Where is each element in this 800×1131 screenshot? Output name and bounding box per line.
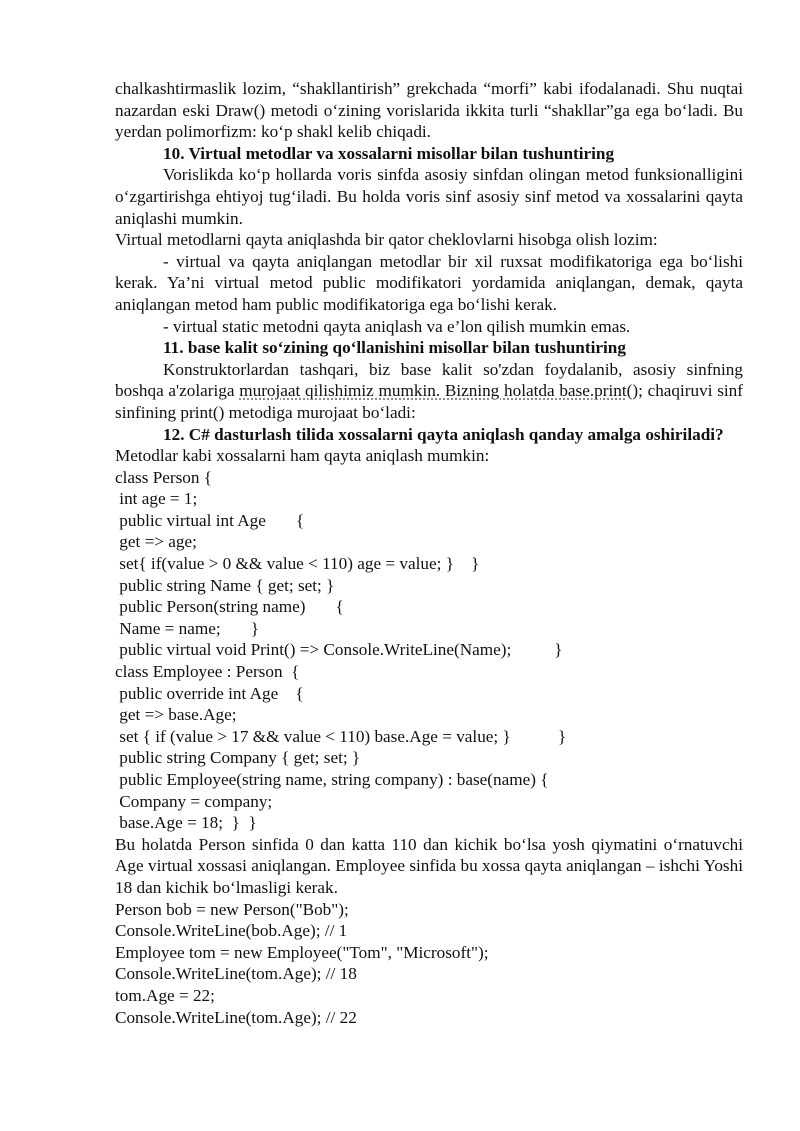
section-12-paragraph-1: Metodlar kabi xossalarni ham qayta aniqlash mumkin: bbox=[115, 446, 490, 466]
code-line: Console.WriteLine(tom.Age); // 18 bbox=[115, 964, 357, 984]
section-10-heading: 10. Virtual metodlar va xossalarni misollar bilan tushuntiring bbox=[163, 143, 615, 163]
code-line: base.Age = 18; } } bbox=[115, 813, 257, 833]
code-line: class Employee : Person { bbox=[115, 662, 300, 682]
code-line: tom.Age = 22; bbox=[115, 985, 215, 1005]
code-line: Employee tom = new Employee("Tom", "Microsoft"); bbox=[115, 942, 489, 962]
section-12-paragraph-2: Bu holatda Person sinfida 0 dan katta 110 dan kichik bo‘lsa yosh qiymatini o‘rnatuvchi Age virtual xossasi aniqlangan. Employee sinfida bu xossa qayta aniqlangan – ishchi Yoshi 18 dan kichik bo‘lmasligi kerak. bbox=[115, 834, 743, 897]
code-line: get => age; bbox=[115, 532, 197, 552]
code-line: public override int Age { bbox=[115, 683, 304, 703]
code-line: int age = 1; bbox=[115, 489, 198, 509]
section-10-rule-2: - virtual static metodni qayta aniqlash va e’lon qilish mumkin emas. bbox=[163, 316, 631, 336]
code-line: Console.WriteLine(bob.Age); // 1 bbox=[115, 921, 348, 941]
section-11-text-a: Konstruktorlardan tashqari, biz base kalit so'zdan foydalanib, asosiy sinfning boshqa a'zolariga bbox=[115, 359, 743, 401]
section-10-paragraph-2: Virtual metodlarni qayta aniqlashda bir qator cheklovlarni hisobga olish lozim: bbox=[115, 230, 658, 250]
code-line: public virtual void Print() => Console.WriteLine(Name); } bbox=[115, 640, 563, 660]
code-line: Name = name; } bbox=[115, 618, 259, 638]
section-10-paragraph-1: Vorislikda ko‘p hollarda voris sinfda asosiy sinfdan olingan metod funksionalligini o‘zgartirishga ehtiyoj tug‘iladi. Bu holda voris sinf asosiy sinf metod va xossalarini qayta aniqlashi mumkin. bbox=[115, 165, 743, 228]
code-line: public string Name { get; set; } bbox=[115, 575, 335, 595]
document-page bbox=[115, 78, 743, 1028]
code-block-usage bbox=[115, 899, 743, 1029]
section-11-text-b: murojaat qilishimiz mumkin. Bizning holatda base.print bbox=[239, 381, 627, 401]
section-10-rule-1: - virtual va qayta aniqlangan metodlar bir xil ruxsat modifikatoriga ega bo‘lishi kerak. Ya’ni virtual metod public modifikatori yordamida aniqlangan, demak, qayta aniqlangan metod ham public modifikatoriga ega bo‘lishi kerak. bbox=[115, 251, 743, 314]
section-11-heading: 11. base kalit so‘zining qo‘llanishini misollar bilan tushuntiring bbox=[163, 338, 626, 358]
code-line: set { if (value > 17 && value < 110) base.Age = value; } } bbox=[115, 726, 567, 746]
code-line: Person bob = new Person("Bob"); bbox=[115, 899, 349, 919]
code-block-classes bbox=[115, 467, 743, 834]
code-line: class Person { bbox=[115, 467, 213, 487]
section-12-heading: 12. C# dasturlash tilida xossalarni qayta aniqlash qanday amalga oshiriladi? bbox=[163, 424, 724, 444]
code-line: Company = company; bbox=[115, 791, 273, 811]
section-11-paragraph bbox=[115, 359, 743, 424]
code-line: get => base.Age; bbox=[115, 705, 237, 725]
code-line: set{ if(value > 0 && value < 110) age = value; } } bbox=[115, 554, 480, 574]
code-line: public virtual int Age { bbox=[115, 510, 305, 530]
code-line: Console.WriteLine(tom.Age); // 22 bbox=[115, 1007, 357, 1027]
code-line: public Employee(string name, string company) : base(name) { bbox=[115, 770, 549, 789]
code-line: public Person(string name) { bbox=[115, 597, 344, 617]
section-11-text-c: (); chaqiruvi sinf sinfining print() metodiga murojaat bo‘ladi: bbox=[115, 381, 743, 422]
code-line: public string Company { get; set; } bbox=[115, 748, 361, 768]
intro-paragraph: chalkashtirmaslik lozim, “shakllantirish” grekchada “morfi” kabi ifodalanadi. Shu nuqtai nazardan eski Draw() metodi o‘zining vorislarida ikkita turli “shakllar”ga ega bo‘ladi. Bu yerdan polimorfizm: ko‘p shakl kelib chiqadi. bbox=[115, 79, 743, 142]
